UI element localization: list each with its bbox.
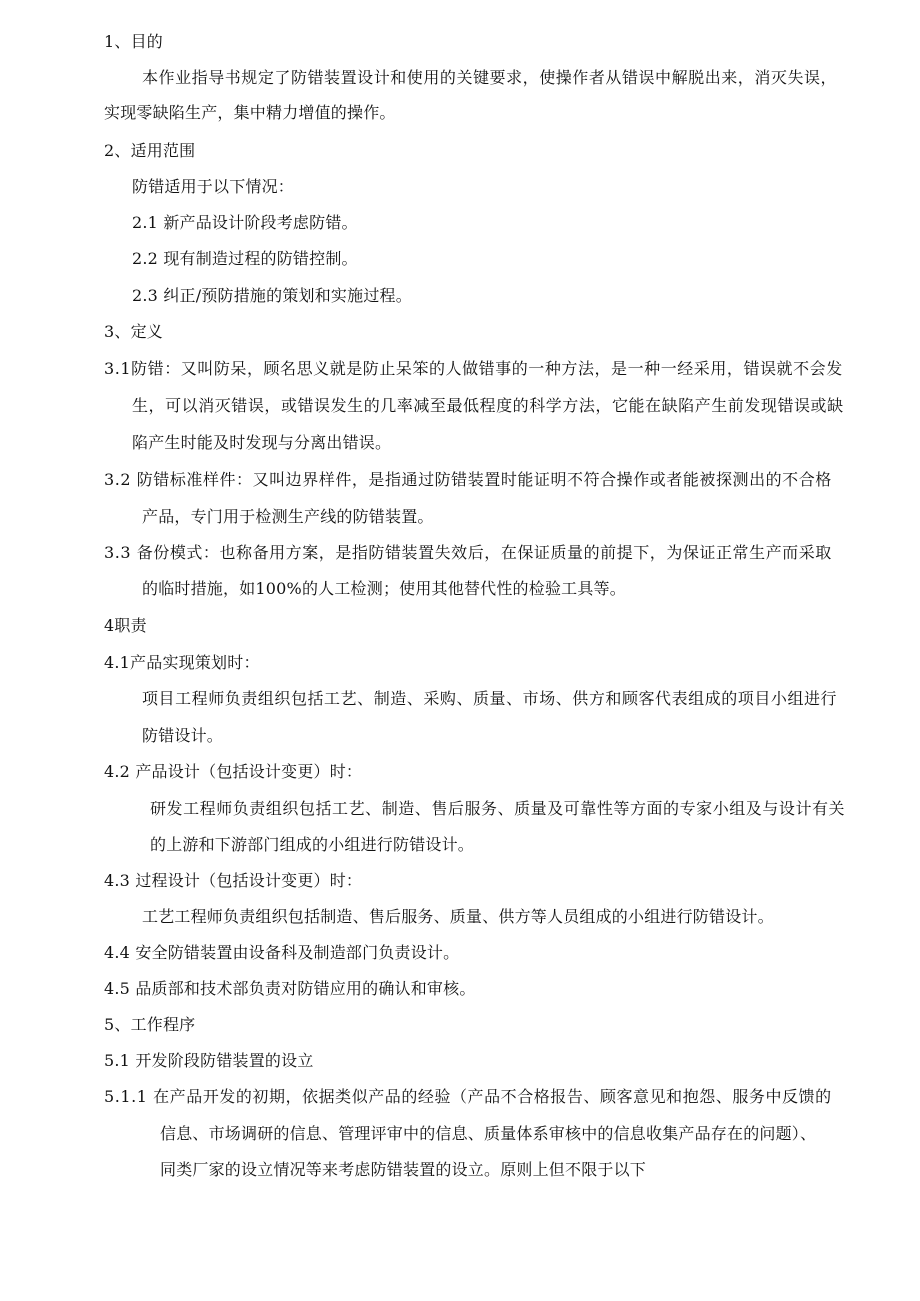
purpose-text-line-2: 实现零缺陷生产，集中精力增值的操作。 xyxy=(104,103,396,122)
responsibility-2-line-1: 研发工程师负责组织包括工艺、制造、售后服务、质量及可靠性等方面的专家小组及与设计有关 xyxy=(150,799,846,818)
scope-item: 2.2 现有制造过程的防错控制。 xyxy=(132,249,358,268)
responsibility-2-line-2: 的上游和下游部门组成的小组进行防错设计。 xyxy=(150,835,475,854)
section-heading-scope: 2、适用范围 xyxy=(104,141,196,160)
responsibility-2-heading: 4.2 产品设计（包括设计变更）时： xyxy=(104,762,363,781)
procedure-text-line-2: 信息、市场调研的信息、管理评审中的信息、质量体系审核中的信息收集产品存在的问题）、 xyxy=(160,1124,817,1143)
definition-2-line-2: 产品，专门用于检测生产线的防错装置。 xyxy=(142,507,434,526)
section-heading-responsibilities: 4职责 xyxy=(104,616,147,635)
purpose-text-line-1: 本作业指导书规定了防错装置设计和使用的关键要求，使操作者从错误中解脱出来，消灭失误， xyxy=(142,68,838,87)
definition-1-line-2: 生，可以消灭错误，或错误发生的几率减至最低程度的科学方法，它能在缺陷产生前发现错误或缺 xyxy=(132,396,844,415)
definition-2-line-1: 3.2 防错标准样件：又叫边界样件，是指通过防错装置时能证明不符合操作或者能被探测出的不合格 xyxy=(104,470,832,489)
responsibility-3-line-1: 工艺工程师负责组织包括制造、售后服务、质量、供方等人员组成的小组进行防错设计。 xyxy=(142,907,774,926)
section-heading-procedure: 5、工作程序 xyxy=(104,1015,196,1034)
scope-intro: 防错适用于以下情况： xyxy=(132,177,295,196)
responsibility-3-heading: 4.3 过程设计（包括设计变更）时： xyxy=(104,871,363,890)
definition-1-line-1: 3.1防错：又叫防呆，顾名思义就是防止呆笨的人做错事的一种方法，是一种一经采用，错误就不会发 xyxy=(104,359,843,378)
responsibility-4: 4.4 安全防错装置由设备科及制造部门负责设计。 xyxy=(104,943,460,962)
scope-item: 2.3 纠正/预防措施的策划和实施过程。 xyxy=(132,286,412,305)
responsibility-1-line-1: 项目工程师负责组织包括工艺、制造、采购、质量、市场、供方和顾客代表组成的项目小组进行 xyxy=(142,689,838,708)
procedure-text-line-1: 5.1.1 在产品开发的初期，依据类似产品的经验（产品不合格报告、顾客意见和抱怨、服务中反馈的 xyxy=(104,1087,832,1106)
section-heading-purpose: 1、目的 xyxy=(104,32,163,51)
procedure-text-line-3: 同类厂家的设立情况等来考虑防错装置的设立。原则上但不限于以下 xyxy=(160,1160,647,1179)
responsibility-1-line-2: 防错设计。 xyxy=(142,726,224,745)
scope-item: 2.1 新产品设计阶段考虑防错。 xyxy=(132,213,358,232)
section-heading-definitions: 3、定义 xyxy=(104,322,163,341)
responsibility-1-heading: 4.1产品实现策划时： xyxy=(104,653,260,672)
responsibility-5: 4.5 品质部和技术部负责对防错应用的确认和审核。 xyxy=(104,979,476,998)
definition-1-line-3: 陷产生时能及时发现与分离出错误。 xyxy=(132,433,392,452)
definition-3-line-2: 的临时措施，如100%的人工检测；使用其他替代性的检验工具等。 xyxy=(142,579,626,598)
definition-3-line-1: 3.3 备份模式：也称备用方案，是指防错装置失效后，在保证质量的前提下，为保证正常生产而采取 xyxy=(104,543,832,562)
procedure-subheading: 5.1 开发阶段防错装置的设立 xyxy=(104,1051,314,1070)
